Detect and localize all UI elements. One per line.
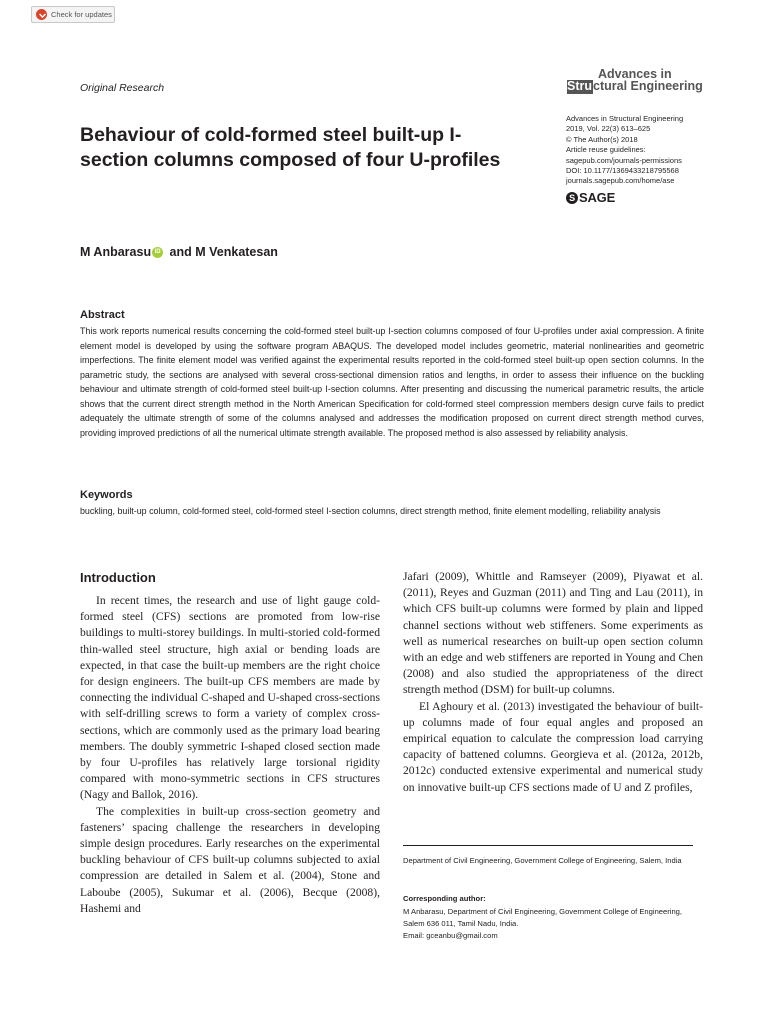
body-column-right xyxy=(403,569,703,796)
corresponding-author-address: M Anbarasu, Department of Civil Engineering, Government College of Engineering, Salem 636 011, Tamil Nadu, India. xyxy=(403,907,683,928)
journal-home-link[interactable]: journals.sagepub.com/home/ase xyxy=(566,176,675,186)
article-type: Original Research xyxy=(80,82,165,94)
author-1: M Anbarasu xyxy=(80,245,152,259)
affiliation: Department of Civil Engineering, Government College of Engineering, Salem, India xyxy=(403,856,682,865)
copyright: © The Author(s) 2018 xyxy=(566,134,638,144)
paragraph: Jafari (2009), Whittle and Ramseyer (2009), Piyawat et al. (2011), Reyes and Guzman (2011) and Ting and Lau (2011), in which CFS built-up columns were formed by plain and lipped channel sections without web stiffeners. Some experiments as well as numerical researches on built-up open section column with an edge and web stiffeners are reported in Young and Chen (2008) and also studied the appropriateness of the direct strength method (DSM) for built-up columns. xyxy=(403,570,703,697)
body-column-left xyxy=(80,593,380,917)
corresponding-author xyxy=(403,906,703,941)
abstract-heading: Abstract xyxy=(80,309,125,321)
permissions-link[interactable]: sagepub.com/journals-permissions xyxy=(566,155,682,165)
journal-logo-box-text: Stru xyxy=(567,79,592,93)
corresponding-author-heading: Corresponding author: xyxy=(403,894,486,903)
journal-logo-line1: Advances in xyxy=(598,67,672,81)
journal-name: Advances in Structural Engineering xyxy=(566,114,684,123)
journal-logo-line2: ctural Engineering xyxy=(593,79,703,93)
sage-logo xyxy=(566,190,615,205)
paragraph: El Aghoury et al. (2013) investigated the behaviour of built-up columns made of four equal angles and proposed an empirical equation to calculate the compression load carrying capacity of battened columns. Georgieva et al. (2012a, 2012b, 2012c) conducted extensive experimental and numerical study on innovative built-up CFS sections made of U and Z profiles, xyxy=(403,699,703,794)
paragraph: The complexities in built-up cross-section geometry and fasteners’ spacing challenge the researchers in developing simple design procedures. Early researches on the experimental buckling behaviour of CFS built-up columns subjected to axial compression are detailed in Salem et al. (2004), Stone and Laboube (2005), Sukumar et al. (2006), Becque (2008), Hashemi and xyxy=(80,804,380,915)
corresponding-author-email[interactable]: Email: gceanbu@gmail.com xyxy=(403,930,498,940)
journal-volume: 2019, Vol. 22(3) 613–625 xyxy=(566,124,651,134)
check-updates-icon xyxy=(36,9,47,20)
authors xyxy=(80,245,278,259)
sage-mark-icon: S xyxy=(566,192,578,204)
reuse-guidelines-label: Article reuse guidelines: xyxy=(566,145,646,155)
journal-meta xyxy=(566,114,736,187)
doi-link[interactable]: DOI: 10.1177/1369433218795568 xyxy=(566,166,679,176)
check-for-updates-button[interactable] xyxy=(31,6,115,23)
abstract-text: This work reports numerical results concerning the cold-formed steel built-up I-section columns composed of four U-profiles under axial compression. A finite element model is developed by using the software program ABAQUS. The developed model includes geometric, material nonlinearities and geometric imperfections. The finite element model was verified against the experimental results reported in the cold-formed steel built-up open section columns. In the parametric study, the sections are analysed with several cross-sectional dimension ratios and lengths, in order to assess their influence on the buckling behaviour and ultimate strength of cold-formed steel built-up I-section columns. After presenting and discussing the numerical parametric results, the article shows that the current direct strength method in the North American Specification for cold-formed steel compression members design curve fails to predict adequately the ultimate strength of some of the columns analysed and addresses the modification proposed on current direct strength method curves, providing improved predictions of all the numerical ultimate strength available. The proposed method is also assessed by reliability analysis. xyxy=(80,326,704,438)
author-2: and M Venkatesan xyxy=(166,245,278,259)
paragraph: In recent times, the research and use of light gauge cold-formed steel (CFS) sections are promoted from low-rise buildings to multi-storey buildings. In multi-storied cold-formed thin-walled steel structure, high axial or bending loads are expected, in that case the built-up members are the right choice for design engineers. The built-up CFS members are made by connecting the individual C-shaped and U-shaped cross-sections with self-drilling screws to form a variety of complex cross-sections, which are commonly used as the primary load bearing members. The doubly symmetric I-shaped closed section made by four U-profiles has relatively large torsional rigidity compared with mono-symmetric sections in CFS structures (Nagy and Ballok, 2016). xyxy=(80,594,380,802)
footnote-divider xyxy=(403,845,693,846)
sage-logo-text: SAGE xyxy=(579,190,616,205)
article-title: Behaviour of cold-formed steel built-up I-section columns composed of four U-profiles xyxy=(80,124,501,171)
orcid-icon[interactable]: iD xyxy=(152,247,163,258)
check-for-updates-label: Check for updates xyxy=(51,10,112,19)
keywords-text: buckling, built-up column, cold-formed steel, cold-formed steel I-section columns, direct strength method, finite element modelling, reliability analysis xyxy=(80,506,661,516)
keywords-heading: Keywords xyxy=(80,489,133,501)
introduction-heading: Introduction xyxy=(80,570,156,585)
